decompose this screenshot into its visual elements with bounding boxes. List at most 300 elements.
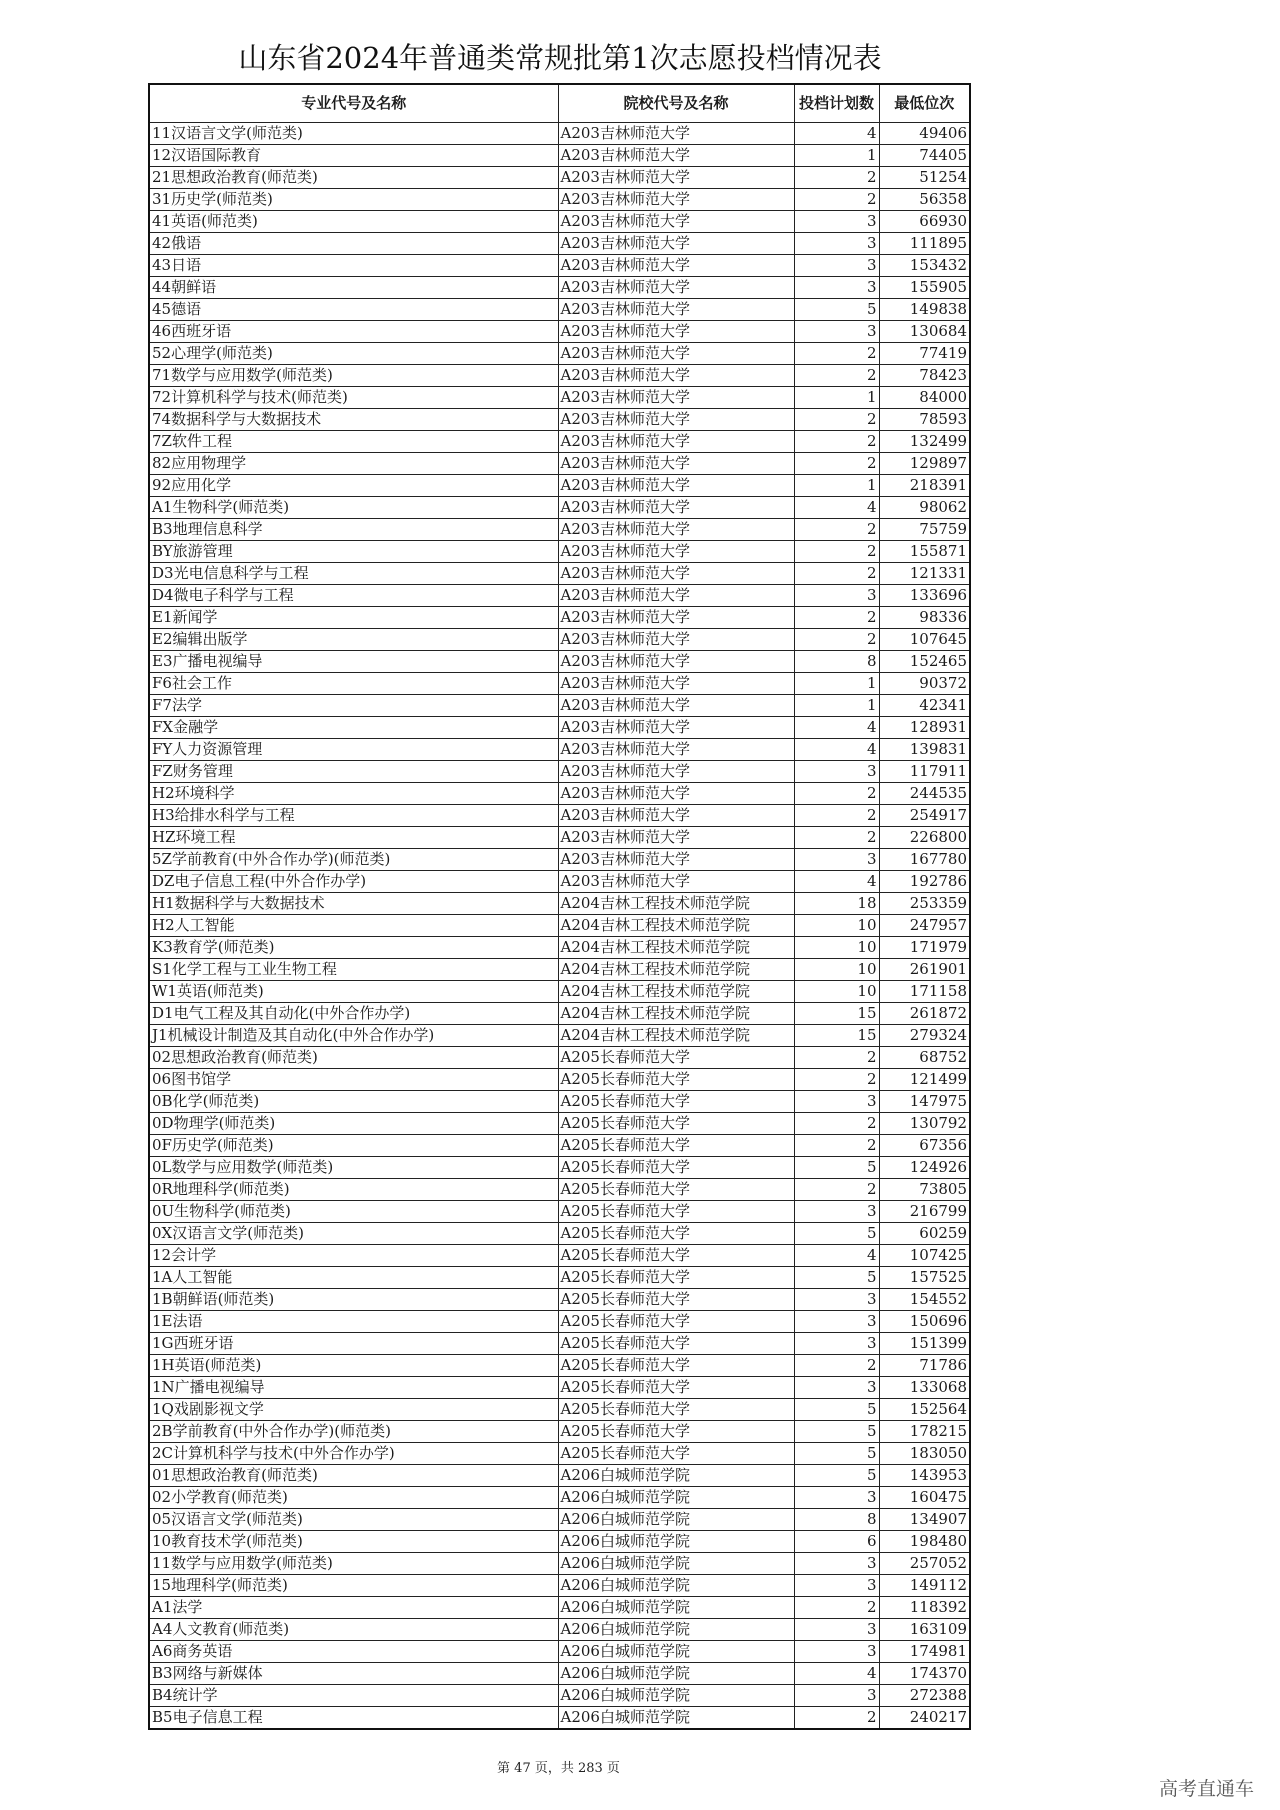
plan-count-cell: 4 bbox=[794, 497, 879, 519]
table-row bbox=[149, 255, 970, 277]
header-min-rank: 最低位次 bbox=[879, 84, 970, 123]
table-row bbox=[149, 321, 970, 343]
header-major: 专业代号及名称 bbox=[149, 84, 558, 123]
table-row bbox=[149, 827, 970, 849]
major-cell: 2B学前教育(中外合作办学)(师范类) bbox=[149, 1421, 558, 1443]
plan-count-cell: 2 bbox=[794, 1135, 879, 1157]
major-cell: H3给排水科学与工程 bbox=[149, 805, 558, 827]
major-cell: D1电气工程及其自动化(中外合作办学) bbox=[149, 1003, 558, 1025]
watermark-logo: 高考直通车 bbox=[1158, 1778, 1254, 1800]
school-cell: A205长春师范大学 bbox=[558, 1135, 794, 1157]
plan-count-cell: 4 bbox=[794, 123, 879, 145]
page-number: 第 47 页，共 283 页 bbox=[497, 1761, 620, 1776]
plan-count-cell: 3 bbox=[794, 1619, 879, 1641]
min-rank-cell: 257052 bbox=[879, 1553, 970, 1575]
school-cell: A203吉林师范大学 bbox=[558, 167, 794, 189]
min-rank-cell: 73805 bbox=[879, 1179, 970, 1201]
major-cell: B3网络与新媒体 bbox=[149, 1663, 558, 1685]
min-rank-cell: 171158 bbox=[879, 981, 970, 1003]
table-row bbox=[149, 1333, 970, 1355]
major-cell: E3广播电视编导 bbox=[149, 651, 558, 673]
school-cell: A205长春师范大学 bbox=[558, 1113, 794, 1135]
school-cell: A205长春师范大学 bbox=[558, 1157, 794, 1179]
plan-count-cell: 3 bbox=[794, 211, 879, 233]
school-cell: A203吉林师范大学 bbox=[558, 541, 794, 563]
major-cell: 12汉语国际教育 bbox=[149, 145, 558, 167]
major-cell: 1G西班牙语 bbox=[149, 1333, 558, 1355]
school-cell: A205长春师范大学 bbox=[558, 1069, 794, 1091]
min-rank-cell: 75759 bbox=[879, 519, 970, 541]
major-cell: K3教育学(师范类) bbox=[149, 937, 558, 959]
school-cell: A203吉林师范大学 bbox=[558, 365, 794, 387]
major-cell: 1A人工智能 bbox=[149, 1267, 558, 1289]
school-cell: A205长春师范大学 bbox=[558, 1311, 794, 1333]
plan-count-cell: 3 bbox=[794, 1311, 879, 1333]
major-cell: BY旅游管理 bbox=[149, 541, 558, 563]
min-rank-cell: 90372 bbox=[879, 673, 970, 695]
school-cell: A203吉林师范大学 bbox=[558, 255, 794, 277]
table-row bbox=[149, 453, 970, 475]
table-row bbox=[149, 1399, 970, 1421]
school-cell: A204吉林工程技术师范学院 bbox=[558, 893, 794, 915]
major-cell: 0L数学与应用数学(师范类) bbox=[149, 1157, 558, 1179]
min-rank-cell: 124926 bbox=[879, 1157, 970, 1179]
school-cell: A205长春师范大学 bbox=[558, 1399, 794, 1421]
table-row bbox=[149, 541, 970, 563]
school-cell: A206白城师范学院 bbox=[558, 1707, 794, 1730]
major-cell: B4统计学 bbox=[149, 1685, 558, 1707]
min-rank-cell: 77419 bbox=[879, 343, 970, 365]
table-row bbox=[149, 651, 970, 673]
major-cell: H2环境科学 bbox=[149, 783, 558, 805]
school-cell: A203吉林师范大学 bbox=[558, 387, 794, 409]
min-rank-cell: 157525 bbox=[879, 1267, 970, 1289]
table-row bbox=[149, 937, 970, 959]
table-row bbox=[149, 211, 970, 233]
table-row bbox=[149, 277, 970, 299]
table-row bbox=[149, 1003, 970, 1025]
table-row bbox=[149, 1355, 970, 1377]
major-cell: 01思想政治教育(师范类) bbox=[149, 1465, 558, 1487]
table-row bbox=[149, 431, 970, 453]
min-rank-cell: 163109 bbox=[879, 1619, 970, 1641]
school-cell: A205长春师范大学 bbox=[558, 1245, 794, 1267]
min-rank-cell: 68752 bbox=[879, 1047, 970, 1069]
school-cell: A203吉林师范大学 bbox=[558, 805, 794, 827]
table-row bbox=[149, 1465, 970, 1487]
table-row bbox=[149, 1421, 970, 1443]
min-rank-cell: 279324 bbox=[879, 1025, 970, 1047]
major-cell: A1生物科学(师范类) bbox=[149, 497, 558, 519]
plan-count-cell: 4 bbox=[794, 1245, 879, 1267]
min-rank-cell: 240217 bbox=[879, 1707, 970, 1730]
table-row bbox=[149, 893, 970, 915]
plan-count-cell: 10 bbox=[794, 937, 879, 959]
table-row bbox=[149, 189, 970, 211]
major-cell: H2人工智能 bbox=[149, 915, 558, 937]
plan-count-cell: 3 bbox=[794, 849, 879, 871]
school-cell: A203吉林师范大学 bbox=[558, 585, 794, 607]
min-rank-cell: 60259 bbox=[879, 1223, 970, 1245]
major-cell: 2C计算机科学与技术(中外合作办学) bbox=[149, 1443, 558, 1465]
min-rank-cell: 134907 bbox=[879, 1509, 970, 1531]
major-cell: 0F历史学(师范类) bbox=[149, 1135, 558, 1157]
table-row bbox=[149, 871, 970, 893]
school-cell: A205长春师范大学 bbox=[558, 1179, 794, 1201]
min-rank-cell: 129897 bbox=[879, 453, 970, 475]
plan-count-cell: 2 bbox=[794, 1707, 879, 1730]
major-cell: 82应用物理学 bbox=[149, 453, 558, 475]
table-row bbox=[149, 1069, 970, 1091]
min-rank-cell: 107645 bbox=[879, 629, 970, 651]
major-cell: F6社会工作 bbox=[149, 673, 558, 695]
min-rank-cell: 130684 bbox=[879, 321, 970, 343]
table-row bbox=[149, 673, 970, 695]
school-cell: A204吉林工程技术师范学院 bbox=[558, 981, 794, 1003]
min-rank-cell: 247957 bbox=[879, 915, 970, 937]
min-rank-cell: 226800 bbox=[879, 827, 970, 849]
school-cell: A203吉林师范大学 bbox=[558, 695, 794, 717]
major-cell: F7法学 bbox=[149, 695, 558, 717]
major-cell: 10教育技术学(师范类) bbox=[149, 1531, 558, 1553]
plan-count-cell: 3 bbox=[794, 321, 879, 343]
major-cell: A4人文教育(师范类) bbox=[149, 1619, 558, 1641]
major-cell: B3地理信息科学 bbox=[149, 519, 558, 541]
min-rank-cell: 218391 bbox=[879, 475, 970, 497]
major-cell: DZ电子信息工程(中外合作办学) bbox=[149, 871, 558, 893]
plan-count-cell: 3 bbox=[794, 233, 879, 255]
school-cell: A203吉林师范大学 bbox=[558, 321, 794, 343]
school-cell: A205长春师范大学 bbox=[558, 1223, 794, 1245]
plan-count-cell: 1 bbox=[794, 695, 879, 717]
min-rank-cell: 98336 bbox=[879, 607, 970, 629]
table-row bbox=[149, 717, 970, 739]
school-cell: A206白城师范学院 bbox=[558, 1553, 794, 1575]
major-cell: 02小学教育(师范类) bbox=[149, 1487, 558, 1509]
plan-count-cell: 2 bbox=[794, 519, 879, 541]
major-cell: 11汉语言文学(师范类) bbox=[149, 123, 558, 145]
plan-count-cell: 15 bbox=[794, 1003, 879, 1025]
major-cell: B5电子信息工程 bbox=[149, 1707, 558, 1730]
plan-count-cell: 2 bbox=[794, 1597, 879, 1619]
min-rank-cell: 118392 bbox=[879, 1597, 970, 1619]
plan-count-cell: 10 bbox=[794, 981, 879, 1003]
school-cell: A206白城师范学院 bbox=[558, 1597, 794, 1619]
min-rank-cell: 130792 bbox=[879, 1113, 970, 1135]
school-cell: A203吉林师范大学 bbox=[558, 497, 794, 519]
plan-count-cell: 2 bbox=[794, 189, 879, 211]
major-cell: 15地理科学(师范类) bbox=[149, 1575, 558, 1597]
plan-count-cell: 10 bbox=[794, 959, 879, 981]
min-rank-cell: 150696 bbox=[879, 1311, 970, 1333]
plan-count-cell: 3 bbox=[794, 1289, 879, 1311]
school-cell: A206白城师范学院 bbox=[558, 1663, 794, 1685]
table-row bbox=[149, 409, 970, 431]
min-rank-cell: 78593 bbox=[879, 409, 970, 431]
min-rank-cell: 149838 bbox=[879, 299, 970, 321]
table-row bbox=[149, 1487, 970, 1509]
major-cell: FX金融学 bbox=[149, 717, 558, 739]
school-cell: A205长春师范大学 bbox=[558, 1047, 794, 1069]
major-cell: 02思想政治教育(师范类) bbox=[149, 1047, 558, 1069]
table-row bbox=[149, 1135, 970, 1157]
plan-count-cell: 2 bbox=[794, 541, 879, 563]
table-row bbox=[149, 1047, 970, 1069]
plan-count-cell: 4 bbox=[794, 739, 879, 761]
school-cell: A203吉林师范大学 bbox=[558, 123, 794, 145]
min-rank-cell: 132499 bbox=[879, 431, 970, 453]
major-cell: 45德语 bbox=[149, 299, 558, 321]
major-cell: 71数学与应用数学(师范类) bbox=[149, 365, 558, 387]
school-cell: A203吉林师范大学 bbox=[558, 343, 794, 365]
plan-count-cell: 4 bbox=[794, 871, 879, 893]
table-row bbox=[149, 1377, 970, 1399]
min-rank-cell: 192786 bbox=[879, 871, 970, 893]
major-cell: HZ环境工程 bbox=[149, 827, 558, 849]
plan-count-cell: 3 bbox=[794, 1333, 879, 1355]
table-row bbox=[149, 761, 970, 783]
plan-count-cell: 10 bbox=[794, 915, 879, 937]
min-rank-cell: 143953 bbox=[879, 1465, 970, 1487]
major-cell: H1数据科学与大数据技术 bbox=[149, 893, 558, 915]
plan-count-cell: 2 bbox=[794, 805, 879, 827]
school-cell: A204吉林工程技术师范学院 bbox=[558, 937, 794, 959]
school-cell: A204吉林工程技术师范学院 bbox=[558, 1003, 794, 1025]
table-row bbox=[149, 1663, 970, 1685]
min-rank-cell: 183050 bbox=[879, 1443, 970, 1465]
major-cell: 05汉语言文学(师范类) bbox=[149, 1509, 558, 1531]
school-cell: A205长春师范大学 bbox=[558, 1201, 794, 1223]
plan-count-cell: 2 bbox=[794, 453, 879, 475]
table-row bbox=[149, 1707, 970, 1730]
plan-count-cell: 2 bbox=[794, 1047, 879, 1069]
major-cell: 0B化学(师范类) bbox=[149, 1091, 558, 1113]
table-row bbox=[149, 1531, 970, 1553]
major-cell: 0D物理学(师范类) bbox=[149, 1113, 558, 1135]
plan-count-cell: 2 bbox=[794, 827, 879, 849]
major-cell: 1Q戏剧影视文学 bbox=[149, 1399, 558, 1421]
plan-count-cell: 3 bbox=[794, 761, 879, 783]
table-row bbox=[149, 1619, 970, 1641]
school-cell: A203吉林师范大学 bbox=[558, 233, 794, 255]
major-cell: D3光电信息科学与工程 bbox=[149, 563, 558, 585]
major-cell: 46西班牙语 bbox=[149, 321, 558, 343]
table-row bbox=[149, 783, 970, 805]
min-rank-cell: 84000 bbox=[879, 387, 970, 409]
min-rank-cell: 244535 bbox=[879, 783, 970, 805]
plan-count-cell: 3 bbox=[794, 1575, 879, 1597]
school-cell: A203吉林师范大学 bbox=[558, 277, 794, 299]
table-row bbox=[149, 1553, 970, 1575]
table-row bbox=[149, 1641, 970, 1663]
min-rank-cell: 178215 bbox=[879, 1421, 970, 1443]
school-cell: A205长春师范大学 bbox=[558, 1377, 794, 1399]
plan-count-cell: 3 bbox=[794, 277, 879, 299]
min-rank-cell: 117911 bbox=[879, 761, 970, 783]
admission-table bbox=[148, 83, 971, 1730]
school-cell: A203吉林师范大学 bbox=[558, 849, 794, 871]
plan-count-cell: 4 bbox=[794, 1663, 879, 1685]
major-cell: 0X汉语言文学(师范类) bbox=[149, 1223, 558, 1245]
table-row bbox=[149, 365, 970, 387]
table-row bbox=[149, 629, 970, 651]
school-cell: A203吉林师范大学 bbox=[558, 145, 794, 167]
table-row bbox=[149, 585, 970, 607]
table-row bbox=[149, 343, 970, 365]
table-row bbox=[149, 739, 970, 761]
table-row bbox=[149, 1157, 970, 1179]
plan-count-cell: 3 bbox=[794, 1201, 879, 1223]
school-cell: A206白城师范学院 bbox=[558, 1575, 794, 1597]
table-header-row bbox=[149, 84, 970, 123]
school-cell: A205长春师范大学 bbox=[558, 1267, 794, 1289]
page-title: 山东省2024年普通类常规批第1次志愿投档情况表 bbox=[238, 41, 882, 75]
table-row bbox=[149, 959, 970, 981]
table-row bbox=[149, 1223, 970, 1245]
major-cell: E2编辑出版学 bbox=[149, 629, 558, 651]
major-cell: 43日语 bbox=[149, 255, 558, 277]
plan-count-cell: 2 bbox=[794, 1179, 879, 1201]
plan-count-cell: 3 bbox=[794, 1553, 879, 1575]
min-rank-cell: 111895 bbox=[879, 233, 970, 255]
plan-count-cell: 8 bbox=[794, 1509, 879, 1531]
plan-count-cell: 5 bbox=[794, 1465, 879, 1487]
major-cell: 42俄语 bbox=[149, 233, 558, 255]
school-cell: A206白城师范学院 bbox=[558, 1487, 794, 1509]
school-cell: A203吉林师范大学 bbox=[558, 409, 794, 431]
min-rank-cell: 272388 bbox=[879, 1685, 970, 1707]
school-cell: A203吉林师范大学 bbox=[558, 453, 794, 475]
school-cell: A203吉林师范大学 bbox=[558, 783, 794, 805]
min-rank-cell: 78423 bbox=[879, 365, 970, 387]
school-cell: A205长春师范大学 bbox=[558, 1421, 794, 1443]
plan-count-cell: 15 bbox=[794, 1025, 879, 1047]
min-rank-cell: 174981 bbox=[879, 1641, 970, 1663]
major-cell: 06图书馆学 bbox=[149, 1069, 558, 1091]
table-row bbox=[149, 497, 970, 519]
min-rank-cell: 152465 bbox=[879, 651, 970, 673]
plan-count-cell: 2 bbox=[794, 431, 879, 453]
plan-count-cell: 2 bbox=[794, 629, 879, 651]
plan-count-cell: 1 bbox=[794, 387, 879, 409]
school-cell: A205长春师范大学 bbox=[558, 1333, 794, 1355]
min-rank-cell: 107425 bbox=[879, 1245, 970, 1267]
min-rank-cell: 121499 bbox=[879, 1069, 970, 1091]
plan-count-cell: 4 bbox=[794, 717, 879, 739]
school-cell: A203吉林师范大学 bbox=[558, 211, 794, 233]
table-row bbox=[149, 1575, 970, 1597]
table-row bbox=[149, 387, 970, 409]
min-rank-cell: 56358 bbox=[879, 189, 970, 211]
table-row bbox=[149, 695, 970, 717]
school-cell: A205长春师范大学 bbox=[558, 1091, 794, 1113]
plan-count-cell: 2 bbox=[794, 167, 879, 189]
school-cell: A203吉林师范大学 bbox=[558, 189, 794, 211]
table-body bbox=[149, 123, 970, 1730]
min-rank-cell: 154552 bbox=[879, 1289, 970, 1311]
table-row bbox=[149, 475, 970, 497]
min-rank-cell: 98062 bbox=[879, 497, 970, 519]
table-row bbox=[149, 519, 970, 541]
min-rank-cell: 133068 bbox=[879, 1377, 970, 1399]
school-cell: A204吉林工程技术师范学院 bbox=[558, 1025, 794, 1047]
min-rank-cell: 147975 bbox=[879, 1091, 970, 1113]
school-cell: A204吉林工程技术师范学院 bbox=[558, 915, 794, 937]
school-cell: A203吉林师范大学 bbox=[558, 827, 794, 849]
plan-count-cell: 8 bbox=[794, 651, 879, 673]
min-rank-cell: 261901 bbox=[879, 959, 970, 981]
major-cell: 92应用化学 bbox=[149, 475, 558, 497]
plan-count-cell: 3 bbox=[794, 1487, 879, 1509]
min-rank-cell: 121331 bbox=[879, 563, 970, 585]
plan-count-cell: 5 bbox=[794, 1421, 879, 1443]
plan-count-cell: 1 bbox=[794, 673, 879, 695]
major-cell: 12会计学 bbox=[149, 1245, 558, 1267]
major-cell: 1N广播电视编导 bbox=[149, 1377, 558, 1399]
major-cell: S1化学工程与工业生物工程 bbox=[149, 959, 558, 981]
plan-count-cell: 2 bbox=[794, 1069, 879, 1091]
plan-count-cell: 2 bbox=[794, 343, 879, 365]
plan-count-cell: 3 bbox=[794, 1091, 879, 1113]
table-row bbox=[149, 981, 970, 1003]
major-cell: 11数学与应用数学(师范类) bbox=[149, 1553, 558, 1575]
table-row bbox=[149, 299, 970, 321]
min-rank-cell: 155905 bbox=[879, 277, 970, 299]
table-row bbox=[149, 1443, 970, 1465]
header-plan-count: 投档计划数 bbox=[794, 84, 879, 123]
plan-count-cell: 2 bbox=[794, 1113, 879, 1135]
min-rank-cell: 149112 bbox=[879, 1575, 970, 1597]
plan-count-cell: 5 bbox=[794, 299, 879, 321]
table-row bbox=[149, 1179, 970, 1201]
plan-count-cell: 5 bbox=[794, 1399, 879, 1421]
min-rank-cell: 49406 bbox=[879, 123, 970, 145]
min-rank-cell: 152564 bbox=[879, 1399, 970, 1421]
major-cell: 1E法语 bbox=[149, 1311, 558, 1333]
major-cell: 0R地理科学(师范类) bbox=[149, 1179, 558, 1201]
school-cell: A203吉林师范大学 bbox=[558, 475, 794, 497]
school-cell: A203吉林师范大学 bbox=[558, 871, 794, 893]
table-row bbox=[149, 1091, 970, 1113]
table-row bbox=[149, 1311, 970, 1333]
school-cell: A205长春师范大学 bbox=[558, 1443, 794, 1465]
plan-count-cell: 2 bbox=[794, 365, 879, 387]
min-rank-cell: 67356 bbox=[879, 1135, 970, 1157]
major-cell: 1B朝鲜语(师范类) bbox=[149, 1289, 558, 1311]
plan-count-cell: 2 bbox=[794, 409, 879, 431]
major-cell: 72计算机科学与技术(师范类) bbox=[149, 387, 558, 409]
major-cell: 74数据科学与大数据技术 bbox=[149, 409, 558, 431]
major-cell: 52心理学(师范类) bbox=[149, 343, 558, 365]
school-cell: A203吉林师范大学 bbox=[558, 651, 794, 673]
min-rank-cell: 74405 bbox=[879, 145, 970, 167]
school-cell: A206白城师范学院 bbox=[558, 1531, 794, 1553]
min-rank-cell: 133696 bbox=[879, 585, 970, 607]
major-cell: 5Z学前教育(中外合作办学)(师范类) bbox=[149, 849, 558, 871]
min-rank-cell: 253359 bbox=[879, 893, 970, 915]
plan-count-cell: 5 bbox=[794, 1443, 879, 1465]
plan-count-cell: 2 bbox=[794, 607, 879, 629]
school-cell: A203吉林师范大学 bbox=[558, 673, 794, 695]
table-row bbox=[149, 805, 970, 827]
major-cell: D4微电子科学与工程 bbox=[149, 585, 558, 607]
major-cell: 0U生物科学(师范类) bbox=[149, 1201, 558, 1223]
table-row bbox=[149, 1509, 970, 1531]
school-cell: A206白城师范学院 bbox=[558, 1509, 794, 1531]
school-cell: A206白城师范学院 bbox=[558, 1641, 794, 1663]
min-rank-cell: 155871 bbox=[879, 541, 970, 563]
school-cell: A205长春师范大学 bbox=[558, 1355, 794, 1377]
